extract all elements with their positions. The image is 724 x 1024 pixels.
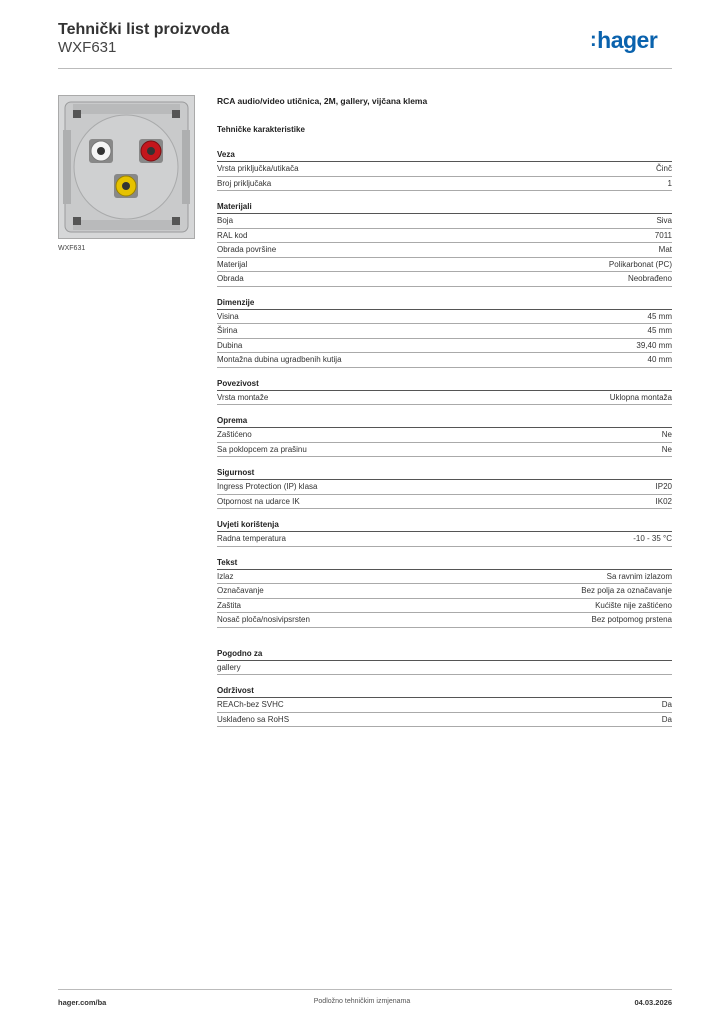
spec-value: 7011 bbox=[654, 230, 672, 240]
spec-value: Mat bbox=[658, 245, 672, 254]
logo-text: hager bbox=[597, 27, 658, 53]
spec-row bbox=[217, 310, 672, 325]
spec-row bbox=[217, 698, 672, 713]
spec-value: 40 mm bbox=[647, 355, 672, 364]
spec-value: Bez polja za označavanje bbox=[581, 586, 672, 595]
spec-row bbox=[217, 480, 672, 495]
spec-label: Obrada površine bbox=[217, 245, 277, 254]
spec-value: Ne bbox=[661, 430, 672, 439]
spec-row bbox=[217, 258, 672, 273]
spec-label: Označavanje bbox=[217, 586, 264, 595]
spec-row bbox=[217, 661, 672, 676]
spec-row bbox=[217, 243, 672, 258]
spec-label: gallery bbox=[217, 662, 241, 672]
spec-value: Činč bbox=[655, 164, 672, 173]
page-title: Tehnički list proizvoda bbox=[58, 21, 230, 38]
spec-label: Sa poklopcem za prašinu bbox=[217, 444, 307, 454]
spec-value: IP20 bbox=[655, 482, 672, 491]
spec-value: 45 mm bbox=[647, 311, 672, 321]
spec-value: Da bbox=[661, 700, 672, 709]
spec-group bbox=[217, 415, 672, 457]
spec-row bbox=[217, 214, 672, 229]
spec-label: Usklađeno sa RoHS bbox=[217, 714, 290, 724]
spec-label: Boja bbox=[217, 216, 234, 225]
spec-group-title: Dimenzije bbox=[217, 297, 672, 310]
spec-label: Izlaz bbox=[217, 571, 234, 581]
spec-groups bbox=[217, 149, 672, 727]
spec-group-title: Tekst bbox=[217, 557, 672, 570]
spec-value: Da bbox=[661, 714, 672, 724]
spec-row bbox=[217, 391, 672, 406]
spec-row bbox=[217, 443, 672, 458]
spec-value: Neobrađeno bbox=[627, 274, 672, 283]
spec-value: 39,40 mm bbox=[636, 340, 672, 350]
spec-label: RAL kod bbox=[217, 230, 248, 240]
rca-socket-illustration bbox=[59, 96, 194, 238]
spec-row bbox=[217, 532, 672, 547]
spec-label: Broj priključaka bbox=[217, 178, 272, 188]
spec-value: Ne bbox=[661, 444, 672, 454]
spec-label: Dubina bbox=[217, 340, 243, 350]
spec-label: Vrsta priključka/utikača bbox=[217, 164, 299, 173]
image-caption: WXF631 bbox=[58, 245, 86, 252]
product-image bbox=[58, 95, 195, 239]
spec-value: 1 bbox=[667, 178, 672, 188]
spec-group bbox=[217, 149, 672, 191]
spec-group bbox=[217, 557, 672, 628]
header-divider bbox=[58, 68, 672, 69]
spec-label: Otpornost na udarce IK bbox=[217, 496, 300, 506]
spec-row bbox=[217, 428, 672, 443]
spec-label: Vrsta montaže bbox=[217, 392, 269, 402]
hager-logo: :hager bbox=[590, 27, 658, 53]
spec-value: Sa ravnim izlazom bbox=[606, 571, 672, 581]
spec-row bbox=[217, 570, 672, 585]
spec-group-title: Materijali bbox=[217, 201, 672, 214]
spec-value: -10 - 35 °C bbox=[633, 534, 672, 543]
spec-value: 45 mm bbox=[647, 326, 672, 335]
spec-group bbox=[217, 297, 672, 368]
white-jack-icon bbox=[89, 139, 113, 163]
footer-date: 04.03.2026 bbox=[634, 998, 672, 1007]
spec-row bbox=[217, 177, 672, 192]
spec-group-title: Oprema bbox=[217, 415, 672, 428]
spec-group bbox=[217, 519, 672, 547]
spec-value: IK02 bbox=[655, 496, 672, 506]
spec-row bbox=[217, 713, 672, 728]
spec-group-title: Održivost bbox=[217, 685, 672, 698]
footer-note: Podložno tehničkim izmjenama bbox=[313, 998, 411, 1005]
footer-divider bbox=[58, 989, 672, 990]
spec-label: Zaštita bbox=[217, 600, 242, 610]
spec-group-title: Veza bbox=[217, 149, 672, 162]
spec-sheet bbox=[217, 95, 672, 727]
spec-value: Polikarbonat (PC) bbox=[608, 259, 672, 269]
spec-label: Materijal bbox=[217, 259, 248, 269]
spec-value: Kućište nije zaštićeno bbox=[595, 600, 672, 610]
spec-row bbox=[217, 353, 672, 368]
spec-row bbox=[217, 162, 672, 177]
spec-value: Siva bbox=[656, 216, 672, 225]
red-jack-icon bbox=[139, 139, 163, 163]
yellow-jack-icon bbox=[114, 174, 138, 198]
tech-characteristics-title: Tehničke karakteristike bbox=[217, 125, 305, 134]
spec-label: Montažna dubina ugradbenih kutija bbox=[217, 355, 342, 364]
spec-group-title: Povezivost bbox=[217, 378, 672, 391]
spec-group bbox=[217, 467, 672, 509]
spec-label: REACh-bez SVHC bbox=[217, 700, 284, 709]
spec-label: Radna temperatura bbox=[217, 534, 286, 543]
product-code: WXF631 bbox=[58, 39, 117, 56]
spec-row bbox=[217, 339, 672, 354]
spec-row bbox=[217, 599, 672, 614]
spec-value: Bez potpomog prstena bbox=[591, 615, 672, 624]
spec-label: Visina bbox=[217, 311, 239, 321]
spec-row bbox=[217, 324, 672, 339]
spec-label: Zaštićeno bbox=[217, 430, 252, 439]
spec-row bbox=[217, 584, 672, 599]
spec-row bbox=[217, 272, 672, 287]
spec-value: Uklopna montaža bbox=[609, 392, 672, 402]
product-title: RCA audio/video utičnica, 2M, gallery, vijčana klema bbox=[217, 96, 428, 106]
spec-group bbox=[217, 201, 672, 287]
spec-label: Nosač ploča/nosivipsrsten bbox=[217, 615, 310, 624]
spec-label: Ingress Protection (IP) klasa bbox=[217, 482, 318, 491]
spec-group bbox=[217, 378, 672, 406]
spec-group bbox=[217, 648, 672, 676]
spec-group-title: Uvjeti korištenja bbox=[217, 519, 672, 532]
spec-group-title: Pogodno za bbox=[217, 648, 672, 661]
footer-url[interactable]: hager.com/ba bbox=[58, 998, 107, 1007]
spec-label: Širina bbox=[217, 326, 238, 335]
spec-row bbox=[217, 229, 672, 244]
spec-group bbox=[217, 685, 672, 727]
spec-row bbox=[217, 495, 672, 510]
spec-group-title: Sigurnost bbox=[217, 467, 672, 480]
spec-row bbox=[217, 613, 672, 628]
spec-label: Obrada bbox=[217, 274, 244, 283]
